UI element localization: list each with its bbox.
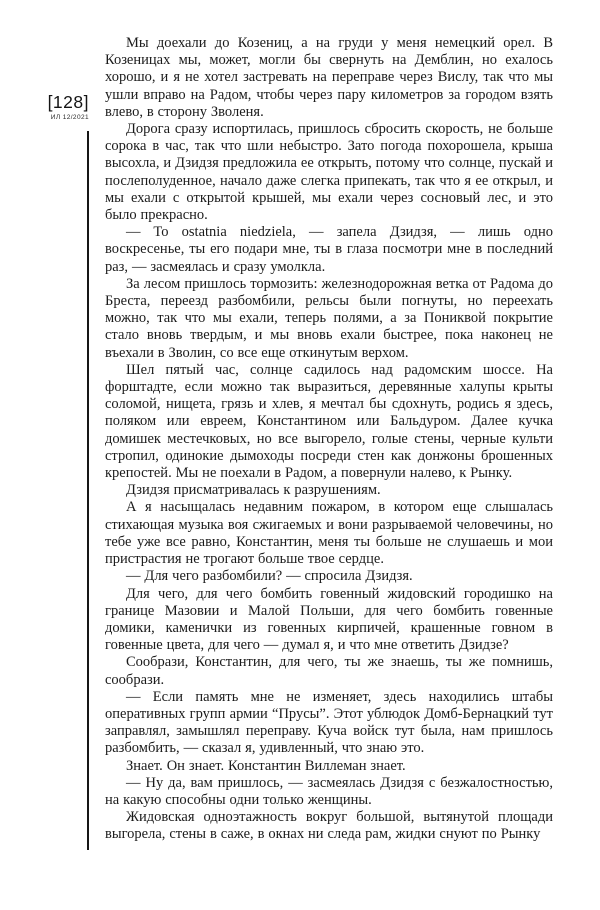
- page-number: [128]: [47, 92, 89, 112]
- paragraph: Дорога сразу испортилась, пришлось сбросить скорость, не больше сорока в час, так что шли небыстро. Зато погода похорошела, крыша высохла, и Дзидзя предложила ее открыть, потому что солнце, пускай и послеполуденное, начало даже слегка припекать, так что я ее открыл, и мы ехали с открытой крышей, мы ехали через сосновый лес, и это было прекрасно.: [105, 121, 553, 224]
- paragraph: За лесом пришлось тормозить: железнодорожная ветка от Радома до Бреста, переезд разбомбили, рельсы были погнуты, но переехать можно, так что мы ехали, теперь полями, а за Пониквой покрытие стало вновь твердым, и мы вновь ехали быстрее, пока наконец не въехали в Зволин, со все еще откинутым верхом.: [105, 275, 553, 361]
- paragraph-dialogue: — Ну да, вам пришлось, — засмеялась Дзидзя с безжалостностью, на какую способны одни только женщины.: [105, 774, 553, 808]
- paragraph: Для чего, для чего бомбить говенный жидовский городишко на границе Мазовии и Малой Польши, для чего бомбить говенные домики, каменички из говенных кирпичей, крашенные говном в говенные цвета, для чего — думал я, и что мне ответить Дзидзе?: [105, 585, 553, 654]
- paragraph: Жидовская одноэтажность вокруг большой, вытянутой площади выгорела, стены в саже, в окнах ни следа рам, жидки снуют по Рынку: [105, 809, 553, 843]
- paragraph-dialogue: — Для чего разбомбили? — спросила Дзидзя.: [126, 568, 413, 585]
- margin-rule: [87, 131, 89, 850]
- margin-block: [0, 92, 89, 121]
- paragraph: Мы доехали до Козениц, а на груди у меня немецкий орел. В Козеницах мы, может, могли бы свернуть на Демблин, но ехалось хорошо, и я не хотел застревать на переправе через Вислу, так что мы ушли вправо на Радом, чтобы через пару километров за городом взять влево, в сторону Зволеня.: [105, 35, 553, 120]
- text-column: [105, 35, 553, 844]
- paragraph: А я насыщалась недавним пожаром, в котором еще слышалась стихающая музыка воя сжигаемых и вони разрываемой человечины, но тебе уже все равно, Константин, меня ты больше не слушаешь и мои пристрастия не трогают больше твое сердце.: [105, 499, 553, 568]
- journal-issue-label: ИЛ 12/2021: [50, 114, 89, 122]
- paragraph-dialogue: — Если память мне не изменяет, здесь находились штабы оперативных групп армии “Прусы”. Этот ублюдок Домб-Бернацкий тут заправлял, замышлял переправу. Куча войск тут была, нам пришлось разбомбить, — сказал я, удивленный, что знаю это.: [105, 688, 553, 757]
- paragraph: Шел пятый час, солнце садилось над радомским шоссе. На форштадте, если можно так выразиться, деревянные халупы крыты соломой, нищета, грязь и хлев, я мечтал бы сдохнуть, родись я здесь, поляком или евреем, Константином или Бальдуром. Далее кучка домишек местечковых, но все выгорело, голые стены, черные культи стропил, одинокие дымоходы посреди стен как донжоны брошенных крепостей. Мы не поехали в Радом, а повернули налево, к Рынку.: [105, 361, 553, 482]
- paragraph: Знает. Он знает. Константин Виллеман знает.: [126, 757, 406, 774]
- paragraph: Дзидзя присматривалась к разрушениям.: [126, 482, 381, 499]
- paragraph-dialogue: — To ostatnia niedziela, — запела Дзидзя, — лишь одно воскресенье, ты его подари мне, ты в глаза посмотри мне в последний раз, — засмеялась и сразу умолкла.: [105, 224, 553, 275]
- paragraph: Сообрази, Константин, для чего, ты же знаешь, ты же помнишь, сообрази.: [105, 654, 553, 688]
